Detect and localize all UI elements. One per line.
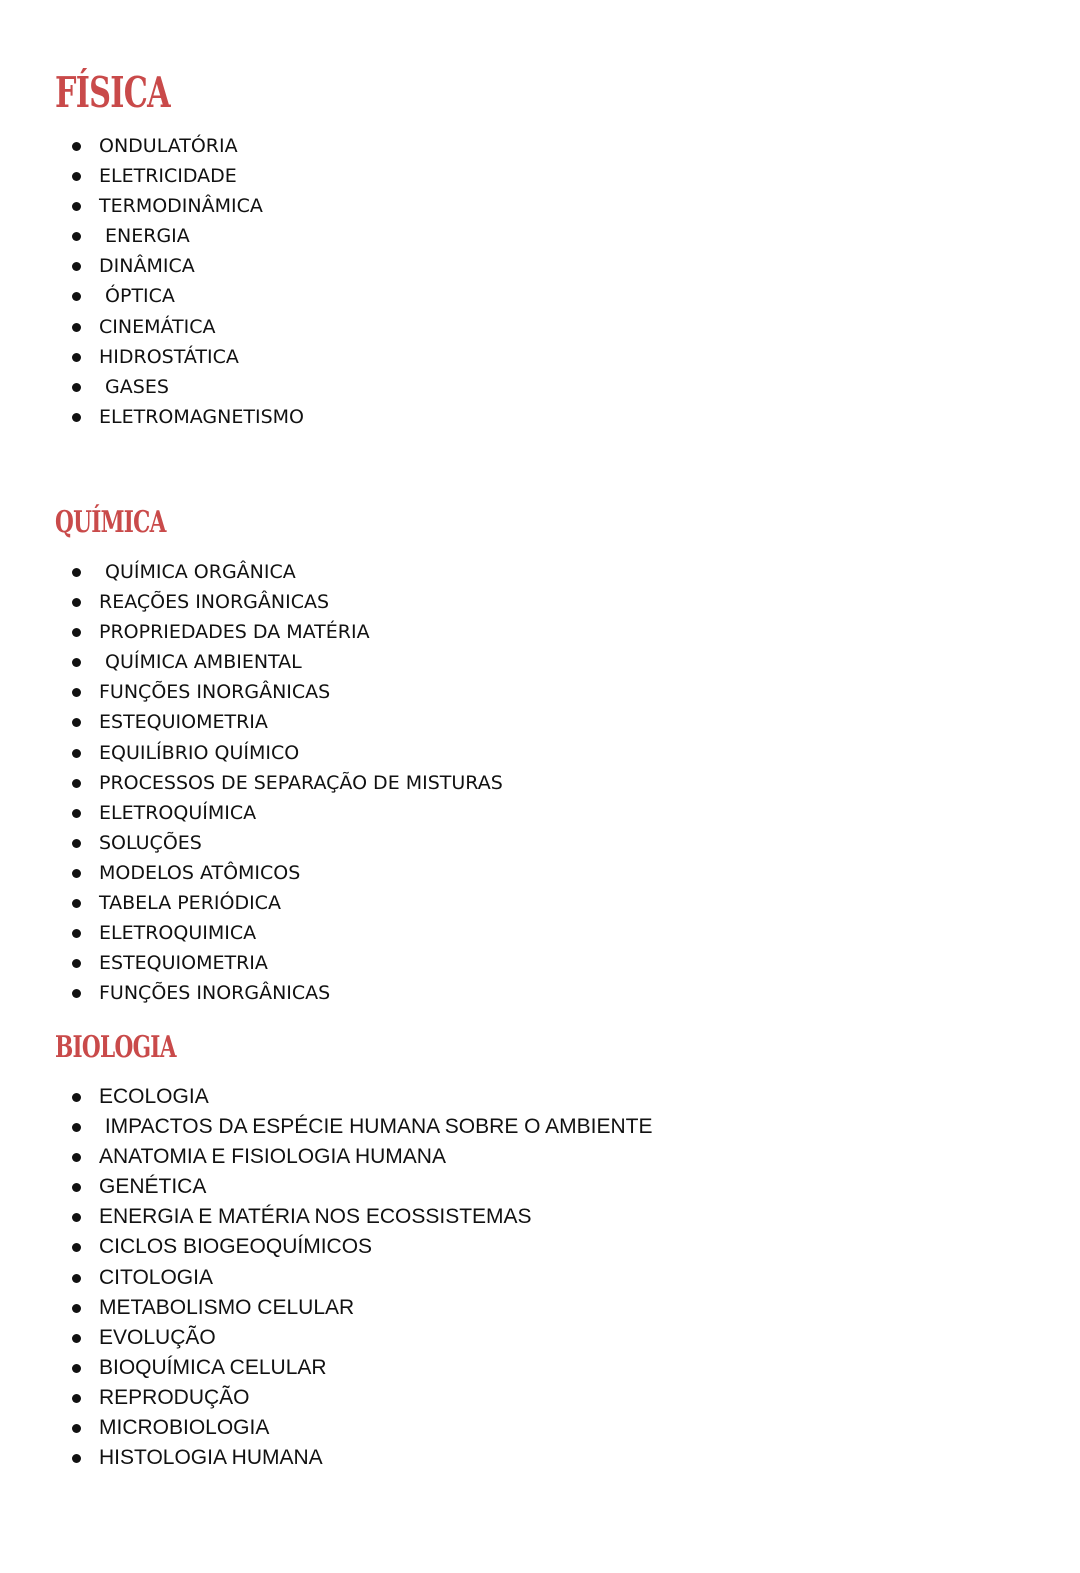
list-item-text: METABOLISMO CELULAR (99, 1295, 355, 1319)
bullet-icon (72, 658, 81, 667)
bullet-icon (72, 262, 81, 271)
list-item-text: MICROBIOLOGIA (99, 1416, 270, 1440)
list-item (0, 1202, 653, 1232)
bullet-icon (72, 142, 81, 151)
list-item (0, 1263, 653, 1293)
list-item (0, 647, 503, 677)
list-item (0, 1172, 653, 1202)
list-item-text: TABELA PERIÓDICA (99, 892, 281, 915)
list-item (0, 798, 503, 828)
bullet-icon (72, 1334, 81, 1343)
bullet-icon (72, 989, 81, 998)
bullet-icon (72, 598, 81, 607)
bullet-icon (72, 869, 81, 878)
bullet-icon (72, 568, 81, 577)
bullet-icon (72, 413, 81, 422)
bullet-icon (72, 718, 81, 727)
list-item (0, 768, 503, 798)
list-item-text: REPRODUÇÃO (99, 1385, 250, 1409)
list-item-text: ÓPTICA (99, 285, 175, 308)
list-item-text: REAÇÕES INORGÂNICAS (99, 591, 330, 614)
section-heading-fisica: FÍSICA (55, 68, 170, 117)
bullet-icon (72, 1394, 81, 1403)
list-item (0, 372, 304, 402)
list-item (0, 858, 503, 888)
bullet-icon (72, 292, 81, 301)
list-item-text: ELETROMAGNETISMO (99, 405, 304, 428)
list-item-text: PROCESSOS DE SEPARAÇÃO DE MISTURAS (99, 771, 503, 794)
fisica-topic-list (0, 131, 304, 432)
list-item-text: ANATOMIA E FISIOLOGIA HUMANA (99, 1145, 446, 1169)
list-item (0, 221, 304, 251)
list-item-text: QUÍMICA ORGÂNICA (99, 561, 296, 583)
bullet-icon (72, 1153, 81, 1162)
list-item (0, 888, 503, 918)
list-item-text: ONDULATÓRIA (99, 135, 238, 157)
list-item (0, 1293, 653, 1323)
list-item (0, 617, 503, 647)
list-item (0, 1232, 653, 1262)
bullet-icon (72, 232, 81, 241)
list-item-text: FUNÇÕES INORGÂNICAS (99, 681, 331, 704)
list-item (0, 948, 503, 978)
list-item-text: QUÍMICA AMBIENTAL (99, 651, 302, 674)
list-item-text: PROPRIEDADES DA MATÉRIA (99, 621, 370, 644)
list-item (0, 1112, 653, 1142)
list-item-text: GENÉTICA (99, 1175, 207, 1199)
bullet-icon (72, 1274, 81, 1283)
list-item-text: CITOLOGIA (99, 1265, 213, 1289)
bullet-icon (72, 839, 81, 848)
list-item-text: ELETROQUIMICA (99, 922, 257, 945)
bullet-icon (72, 1183, 81, 1192)
list-item-text: ELETRICIDADE (99, 165, 237, 188)
list-item-text: TERMODINÂMICA (99, 195, 263, 218)
bullet-icon (72, 383, 81, 392)
list-item-text: HIDROSTÁTICA (99, 345, 239, 368)
list-item (0, 1353, 653, 1383)
list-item-text: EQUILÍBRIO QUÍMICO (99, 741, 300, 764)
bullet-icon (72, 202, 81, 211)
list-item-text: IMPACTOS DA ESPÉCIE HUMANA SOBRE O AMBIENTE (99, 1115, 653, 1139)
section-heading-biologia: BIOLOGIA (55, 1030, 176, 1065)
bullet-icon (72, 1243, 81, 1252)
quimica-topic-list (0, 557, 503, 1008)
list-item-text: CICLOS BIOGEOQUÍMICOS (99, 1235, 373, 1259)
list-item (0, 131, 304, 161)
list-item-text: MODELOS ATÔMICOS (99, 861, 301, 884)
bullet-icon (72, 172, 81, 181)
list-item (0, 1383, 653, 1413)
list-item-text: ENERGIA (99, 225, 190, 248)
bullet-icon (72, 809, 81, 818)
biologia-topic-list (0, 1082, 653, 1473)
list-item (0, 1413, 653, 1443)
bullet-icon (72, 688, 81, 697)
list-item-text: EVOLUÇÃO (99, 1325, 216, 1349)
bullet-icon (72, 628, 81, 637)
list-item (0, 738, 503, 768)
bullet-icon (72, 1454, 81, 1463)
list-item (0, 557, 503, 587)
bullet-icon (72, 323, 81, 332)
list-item (0, 1142, 653, 1172)
list-item (0, 978, 503, 1008)
list-item (0, 342, 304, 372)
bullet-icon (72, 1364, 81, 1373)
list-item (0, 312, 304, 342)
list-item-text: SOLUÇÕES (99, 831, 202, 854)
list-item (0, 402, 304, 432)
list-item-text: DINÂMICA (99, 255, 195, 278)
bullet-icon (72, 779, 81, 788)
list-item (0, 1443, 653, 1473)
list-item (0, 251, 304, 281)
list-item-text: ESTEQUIOMETRIA (99, 952, 268, 975)
list-item-text: CINEMÁTICA (99, 315, 216, 338)
list-item-text: HISTOLOGIA HUMANA (99, 1446, 323, 1470)
list-item-text: BIOQUÍMICA CELULAR (99, 1355, 327, 1379)
list-item-text: FUNÇÕES INORGÂNICAS (99, 982, 331, 1005)
bullet-icon (72, 959, 81, 968)
section-heading-quimica: QUÍMICA (55, 505, 166, 540)
list-item (0, 707, 503, 737)
list-item-text: ECOLOGIA (99, 1085, 209, 1108)
list-item (0, 828, 503, 858)
list-item (0, 677, 503, 707)
bullet-icon (72, 1093, 81, 1102)
list-item-text: ESTEQUIOMETRIA (99, 711, 268, 734)
list-item (0, 1323, 653, 1353)
bullet-icon (72, 353, 81, 362)
list-item (0, 587, 503, 617)
bullet-icon (72, 1424, 81, 1433)
list-item-text: ENERGIA E MATÉRIA NOS ECOSSISTEMAS (99, 1205, 532, 1229)
list-item (0, 918, 503, 948)
bullet-icon (72, 929, 81, 938)
list-item-text: ELETROQUÍMICA (99, 801, 257, 824)
bullet-icon (72, 899, 81, 908)
bullet-icon (72, 749, 81, 758)
bullet-icon (72, 1213, 81, 1222)
bullet-icon (72, 1123, 81, 1132)
list-item (0, 281, 304, 311)
list-item (0, 1082, 653, 1112)
list-item (0, 161, 304, 191)
list-item-text: GASES (99, 375, 169, 398)
bullet-icon (72, 1304, 81, 1313)
list-item (0, 191, 304, 221)
